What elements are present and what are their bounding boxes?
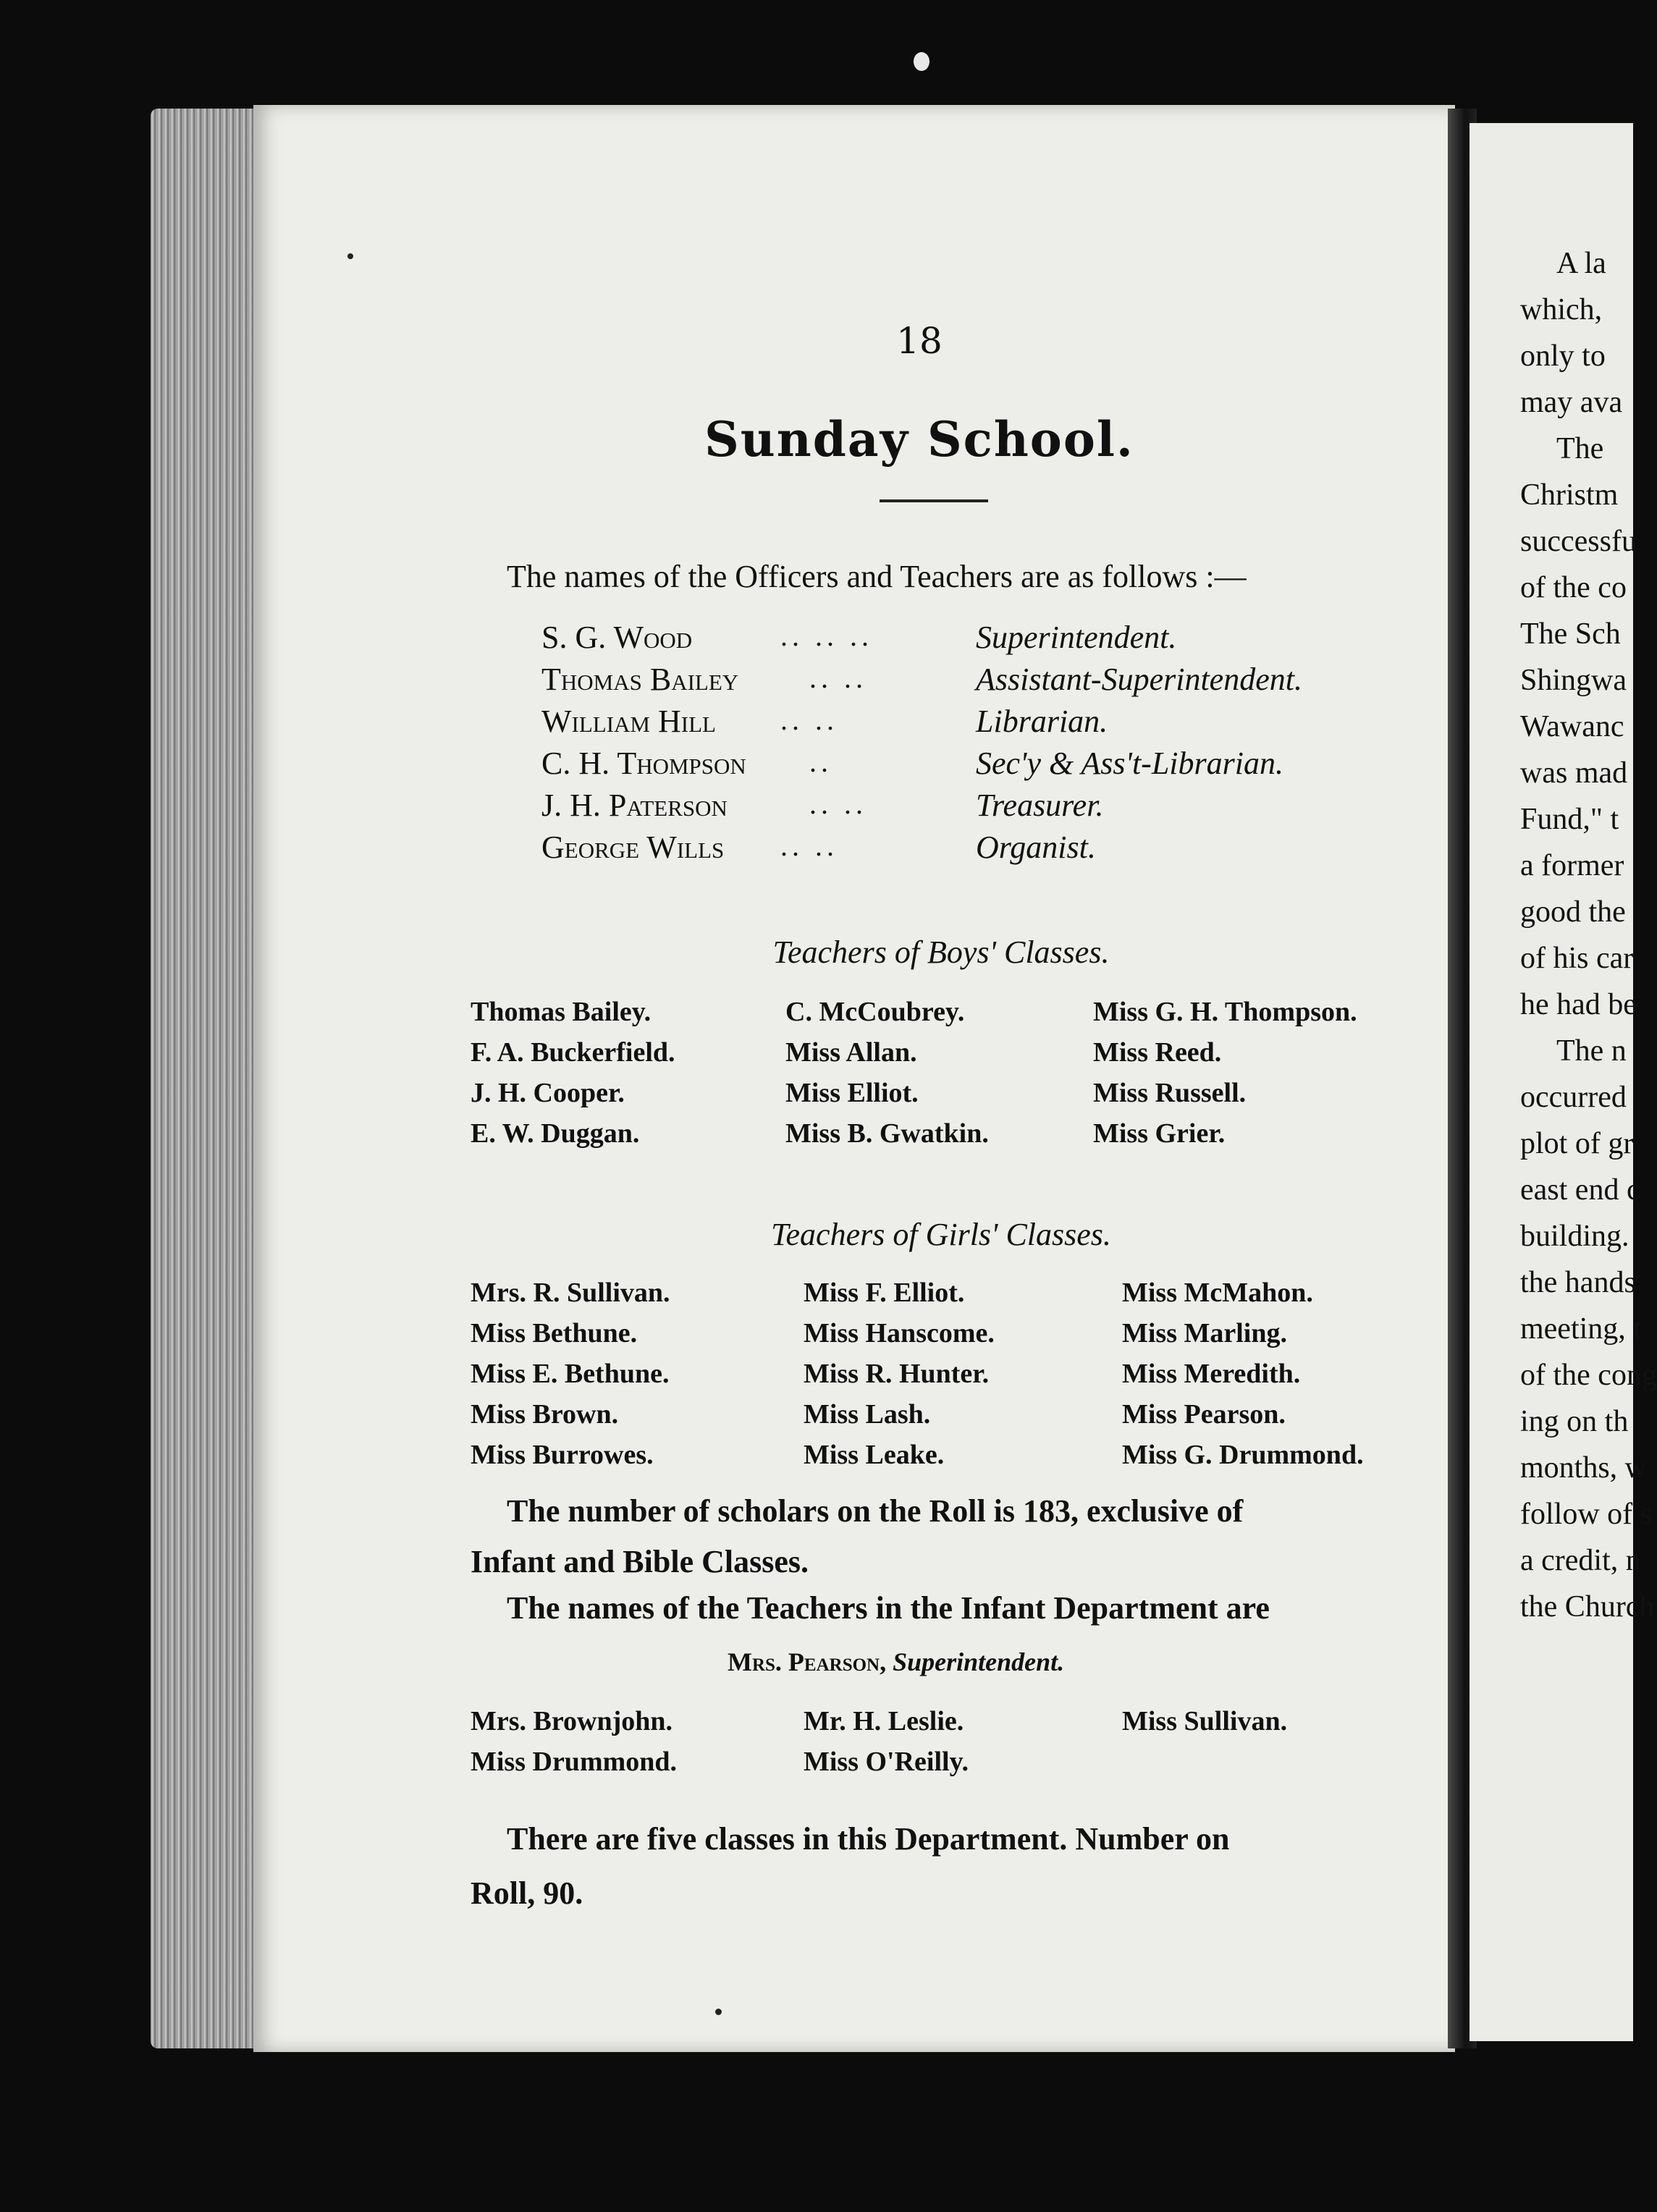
girls-teacher-column <box>1122 1272 1364 1475</box>
right-page-line: Fund," t <box>1520 803 1619 836</box>
officer-row <box>541 745 1439 787</box>
boys-teacher-name: C. McCoubrey. <box>785 997 965 1027</box>
officer-row <box>541 787 1439 829</box>
infant-teacher-name: Miss Drummond. <box>471 1747 678 1777</box>
page-number: 18 <box>896 320 943 362</box>
girls-teacher-name: Miss F. Elliot. <box>804 1278 965 1308</box>
boys-teacher-name: Miss Russell. <box>1093 1078 1247 1108</box>
officer-row <box>541 661 1439 703</box>
boys-heading: Teachers of Boys' Classes. <box>772 934 1110 970</box>
right-page-line: ing on th <box>1520 1405 1629 1438</box>
girls-heading: Teachers of Girls' Classes. <box>771 1217 1111 1252</box>
girls-teacher-name: Miss Marling. <box>1122 1318 1287 1348</box>
infant-superintendent <box>728 1649 1064 1675</box>
right-page-line: meeting, t <box>1520 1312 1642 1346</box>
right-page-line: good the <box>1520 895 1626 929</box>
boys-teacher-column <box>785 992 989 1154</box>
infant-super-role: Superintendent. <box>893 1647 1065 1676</box>
infant-super-name: Mrs. Pearson, <box>728 1647 887 1676</box>
ink-dot <box>715 2009 722 2015</box>
right-page-line: A la <box>1556 247 1606 280</box>
girls-teacher-name: Miss Lash. <box>804 1399 931 1430</box>
scholars-line-1: The number of scholars on the Roll is 183, exclusive of <box>507 1493 1244 1529</box>
boys-teacher-name: Thomas Bailey. <box>471 997 652 1027</box>
officer-role: Treasurer. <box>976 788 1104 823</box>
officer-name: Thomas Bailey <box>541 662 739 697</box>
boys-teacher-name: Miss Allan. <box>785 1037 917 1068</box>
right-page-line: the Church <box>1520 1590 1655 1624</box>
girls-teacher-column <box>471 1272 670 1475</box>
right-page-line: The Sch <box>1520 617 1621 651</box>
girls-teacher-name: Miss McMahon. <box>1122 1278 1313 1308</box>
officer-leader-dots: .. .. <box>809 788 867 820</box>
right-page-line: the hands <box>1520 1266 1636 1299</box>
right-page-line: Christm <box>1520 478 1619 512</box>
infant-teacher-name: Miss Sullivan. <box>1122 1706 1288 1736</box>
boys-teacher-name: Miss G. H. Thompson. <box>1093 997 1357 1027</box>
officer-name: George Wills <box>541 830 725 865</box>
dust-speck <box>914 52 929 71</box>
officer-leader-dots: .. .. <box>809 662 867 694</box>
girls-teacher-name: Miss Brown. <box>471 1399 619 1430</box>
right-page-line: may ava <box>1520 386 1623 419</box>
boys-teacher-name: Miss Grier. <box>1093 1118 1226 1149</box>
officer-row <box>541 619 1439 661</box>
right-page-line: Shingwa <box>1520 664 1627 697</box>
boys-teacher-name: E. W. Duggan. <box>471 1118 640 1149</box>
right-page <box>1470 123 1657 2041</box>
right-page-line: The <box>1556 432 1604 465</box>
officer-name: S. G. Wood <box>541 620 693 655</box>
boys-teacher-column <box>471 992 675 1154</box>
officer-leader-dots: .. .. .. <box>780 620 873 652</box>
right-page-line: of the cong <box>1520 1359 1657 1392</box>
officer-leader-dots: .. <box>809 746 832 778</box>
classes-line-1: There are five classes in this Department. Number on <box>507 1821 1230 1857</box>
right-page-line: successfu <box>1520 525 1637 558</box>
officer-leader-dots: .. .. <box>780 704 838 736</box>
right-page-line: of his car <box>1520 942 1634 975</box>
infant-teacher-name: Mrs. Brownjohn. <box>471 1706 673 1736</box>
officer-name: J. H. Paterson <box>541 788 728 823</box>
right-page-line: only to <box>1520 339 1606 373</box>
scholars-line-2: Infant and Bible Classes. <box>471 1544 809 1579</box>
boys-teacher-name: Miss Reed. <box>1093 1037 1222 1068</box>
girls-teacher-name: Mrs. R. Sullivan. <box>471 1278 670 1308</box>
girls-teacher-name: Miss E. Bethune. <box>471 1359 670 1389</box>
right-page-line: of the co <box>1520 571 1627 604</box>
right-page-line: occurred <box>1520 1081 1627 1114</box>
officer-role: Sec'y & Ass't-Librarian. <box>976 746 1284 781</box>
right-page-line: he had be <box>1520 988 1637 1021</box>
officer-name: C. H. Thompson <box>541 746 746 781</box>
officer-role: Assistant-Superintendent. <box>976 662 1302 697</box>
girls-teacher-name: Miss Leake. <box>804 1440 945 1470</box>
officer-leader-dots: .. .. <box>780 830 838 862</box>
boys-teacher-name: Miss B. Gwatkin. <box>785 1118 989 1149</box>
classes-line-2: Roll, 90. <box>471 1875 583 1911</box>
right-page-line: which, <box>1520 293 1603 326</box>
infant-intro: The names of the Teachers in the Infant Department are <box>507 1590 1270 1626</box>
boys-teacher-name: F. A. Buckerfield. <box>471 1037 675 1068</box>
title-rule <box>880 499 988 502</box>
girls-teacher-name: Miss R. Hunter. <box>804 1359 990 1389</box>
right-page-line: a former <box>1520 849 1624 882</box>
page-title: Sunday School. <box>704 411 1134 468</box>
infant-teacher-name: Miss O'Reilly. <box>804 1747 969 1777</box>
boys-teacher-column <box>1093 992 1357 1154</box>
officers-list <box>541 619 1439 871</box>
officer-role: Superintendent. <box>976 620 1177 655</box>
girls-teacher-column <box>804 1272 995 1475</box>
right-page-line: months, w <box>1520 1451 1648 1485</box>
officer-role: Organist. <box>976 830 1096 865</box>
officer-row <box>541 703 1439 745</box>
right-page-line: east end c <box>1520 1173 1640 1207</box>
ink-dot <box>347 253 353 259</box>
officer-role: Librarian. <box>976 704 1108 739</box>
girls-teacher-name: Miss Meredith. <box>1122 1359 1301 1389</box>
girls-teacher-name: Miss Burrowes. <box>471 1440 654 1470</box>
girls-teacher-name: Miss Bethune. <box>471 1318 638 1348</box>
officer-name: William Hill <box>541 704 716 739</box>
officer-row <box>541 829 1439 871</box>
infant-teacher-column <box>1122 1701 1287 1742</box>
boys-teacher-name: Miss Elliot. <box>785 1078 919 1108</box>
intro-text: The names of the Officers and Teachers are as follows :— <box>507 559 1247 594</box>
infant-teacher-column <box>804 1701 969 1782</box>
right-page-line: Wawanc <box>1520 710 1624 743</box>
boys-teacher-name: J. H. Cooper. <box>471 1078 625 1108</box>
right-page-line: was mad <box>1520 756 1628 790</box>
infant-teacher-name: Mr. H. Leslie. <box>804 1706 964 1736</box>
right-page-line: building. <box>1520 1220 1629 1253</box>
girls-teacher-name: Miss Pearson. <box>1122 1399 1286 1430</box>
right-page-line: follow of s <box>1520 1498 1652 1531</box>
infant-teacher-column <box>471 1701 677 1782</box>
girls-teacher-name: Miss G. Drummond. <box>1122 1440 1364 1470</box>
right-page-line: a credit, n <box>1520 1544 1641 1577</box>
right-page-line: The n <box>1556 1034 1627 1068</box>
girls-teacher-name: Miss Hanscome. <box>804 1318 995 1348</box>
right-page-line: plot of gr <box>1520 1127 1634 1160</box>
